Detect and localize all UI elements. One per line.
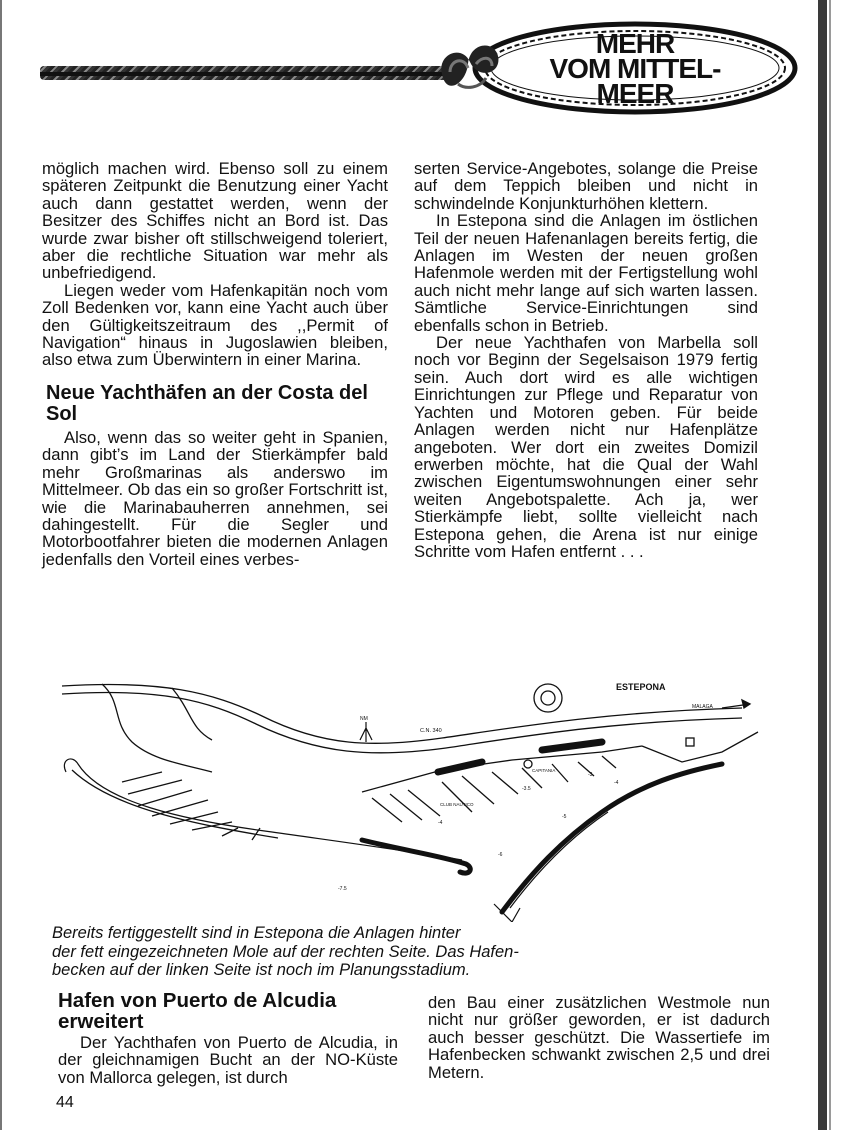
rope-line-shadow [40, 72, 460, 76]
paragraph: Liegen weder vom Hafenkapitän noch vom Zoll Bedenken vor, kann eine Yacht auch über den Gültigkeitszeitraum des ,,Permit of Navigation“ hinaus in Jugoslawien bleiben, also etwa zum Überwintern in einer Marina. [42, 280, 388, 370]
section-header [40, 14, 760, 114]
caption-line: Bereits fertiggestellt sind in Estepona die Anlagen hinter [52, 924, 461, 942]
page-left-edge [0, 0, 2, 1130]
bottom-left-column [58, 986, 398, 1086]
paragraph: In Estepona sind die Anlagen im östlichen Teil der neuen Hafenanlagen bereits fertig, die Anlagen im Westen der neuen großen Hafenmole werden mit der Fertigstellung wohl auch nicht mehr lange auf sich warten lassen. Sämtliche Service-Einrichtungen sind ebenfalls schon in Betrieb. [414, 211, 758, 335]
finished-mole [362, 840, 470, 873]
paragraph: möglich machen wird. Ebenso soll zu einem späteren Zeitpunkt die Benutzung einer Yacht auch dann gestattet werden, wenn der Besitzer des Schiffes nicht an Bord ist. Das wurde zwar bisher oft stillschweigend toleriert, aber die rechtliche Situation war mehr als unbefriedigend. [42, 159, 388, 283]
finished-mole-east [502, 764, 722, 912]
map-building-label: CLUB NAUTICO [440, 802, 474, 807]
direction-arrow-icon [722, 700, 750, 708]
map-caption [52, 924, 752, 980]
harbor-map [42, 672, 782, 922]
map-depth-label: -4 [438, 820, 443, 826]
map-town-label: ESTEPONA [616, 682, 666, 692]
page-number: 44 [56, 1094, 74, 1111]
section-heading: Neue Yachthäfen an der Costa del Sol [46, 381, 368, 425]
map-building-label: CAPITANIA [532, 768, 556, 773]
map-north-label: NM [360, 716, 368, 722]
map-direction-label: MALAGA [692, 704, 713, 710]
paragraph: Der Yachthafen von Puerto de Alcudia, in der gleichnamigen Bucht an der NO-Küste von Mallorca gelegen, ist durch [58, 1033, 398, 1087]
map-road-label: C.N. 340 [420, 728, 442, 734]
badge-line-2: VOM MITTEL- [549, 52, 721, 84]
paragraph: serten Service-Angebotes, solange die Preise auf dem Teppich bleiben und nicht in schwindelnde Konjunkturhöhen klettern. [414, 159, 758, 213]
map-depth-label: -5 [562, 814, 567, 820]
caption-line: becken auf der linken Seite ist noch im Planungsstadium. [52, 961, 471, 979]
map-depth-label: -7.5 [338, 886, 347, 892]
bottom-right-column [428, 994, 770, 1081]
left-column [42, 160, 388, 568]
paragraph: Also, wenn das so weiter geht in Spanien, dann gibt’s im Land der Stierkämpfer bald mehr Großmarinas als anderswo im Mittelmeer. Ob das ein so großer Fortschritt ist, wie die Marinabauherren annehmen, sei dahingestellt. Für die Segler und Motorbootfahrer bieten die modernen Anlagen jedenfalls den Vorteil eines verbes- [42, 427, 388, 569]
page-binding-edge [818, 0, 827, 1130]
map-depth-label: -3 [588, 772, 593, 778]
north-arrow-icon [360, 722, 372, 742]
page-binding-edge-thin [829, 0, 831, 1130]
map-depth-label: -4 [614, 780, 619, 786]
paragraph: den Bau einer zusätzlichen Westmole nun nicht nur größer geworden, er ist dadurch auch besser geschützt. Die Wassertiefe im Hafenbecken schwankt zwischen 2,5 und drei Metern. [428, 993, 770, 1082]
badge-line-3: MEER [596, 77, 674, 109]
paragraph: Der neue Yachthafen von Marbella soll noch vor Beginn der Segelsaison 1979 fertig sein. Auch dort wird es alle wichtigen Einrichtungen zur Pflege und Reparatur von Yachten und Motoren geben. Für beide Anlagen werden nicht nur Hafenplätze angeboten. Wer dort ein zweites Domizil erwerben möchte, hat die Qual der Wahl zwischen Eigentumswohnungen einer sehr weiten Angebotspalette. Ach ja, wer Stierkämpfe liebt, sollte vielleicht nach Estepona gehen, die Arena ist nur einige Schritte vom Hafen entfernt . . . [414, 333, 758, 561]
map-depth-label: -6 [498, 852, 503, 858]
road-line [62, 684, 742, 743]
section-heading: Hafen von Puerto de Alcudia erweitert [58, 989, 337, 1033]
badge [470, 20, 800, 116]
badge-line-1: MEHR [595, 27, 675, 59]
map-depth-label: -3.5 [522, 786, 531, 792]
right-column [414, 160, 758, 560]
badge-title [470, 20, 800, 116]
caption-line: der fett eingezeichneten Mole auf der rechten Seite. Das Hafen- [52, 942, 519, 961]
